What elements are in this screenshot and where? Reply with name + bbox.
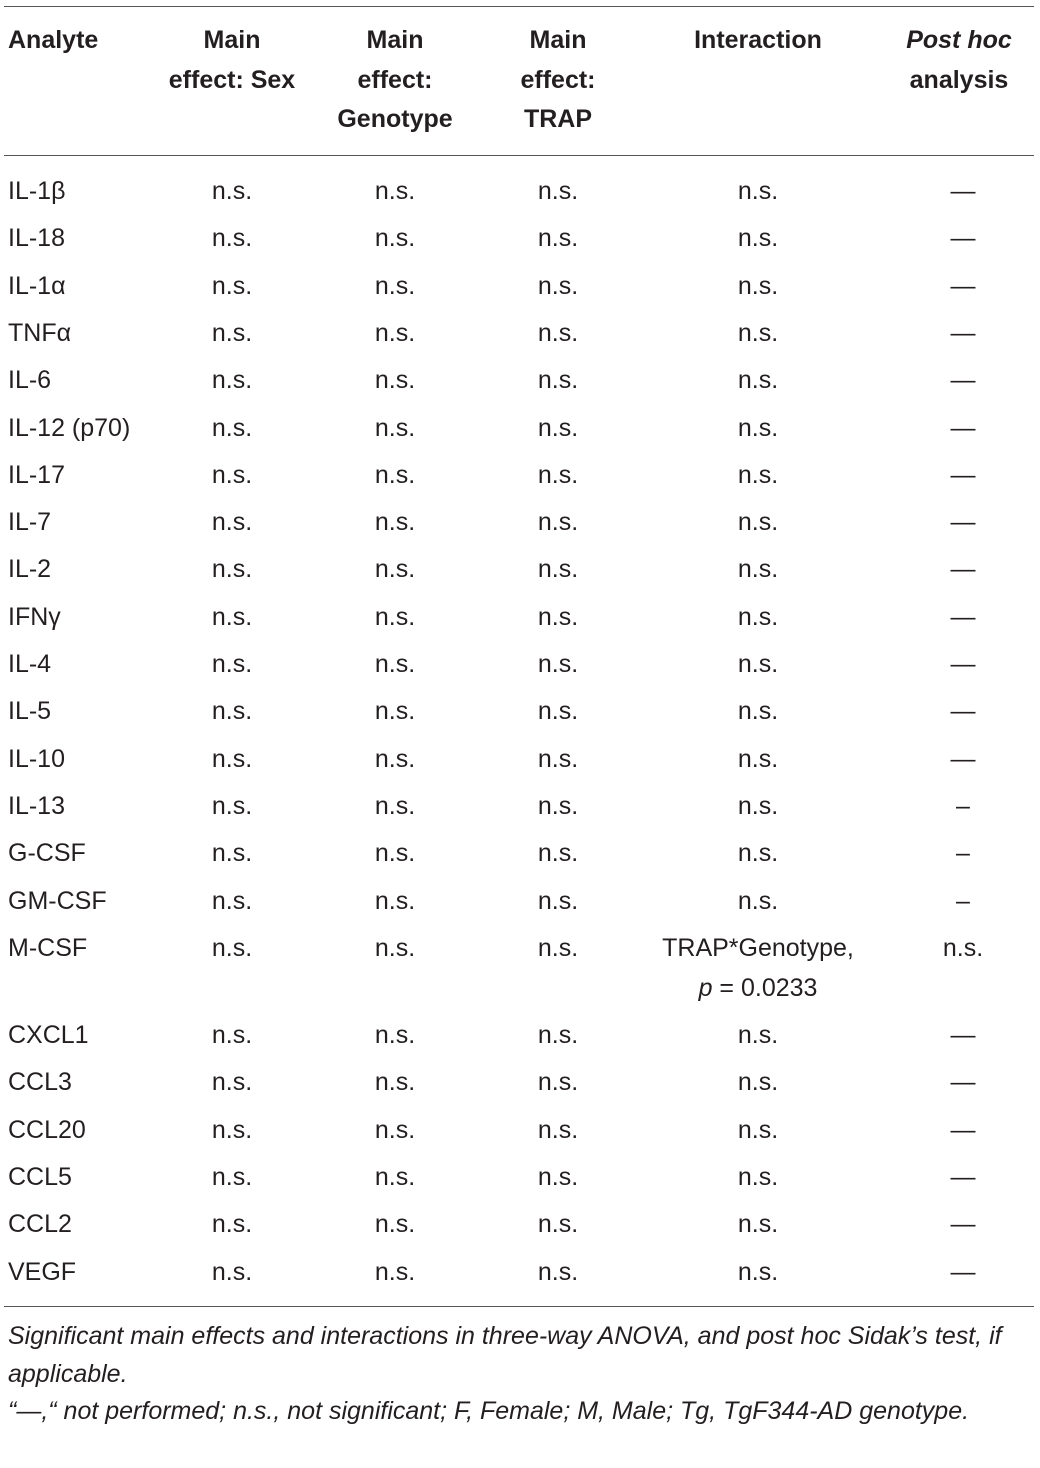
cell-interaction: n.s. — [737, 1068, 779, 1097]
cell-post-hoc: — — [950, 602, 976, 631]
header-line: Genotype — [337, 105, 453, 133]
cell-main-effect-trap: n.s. — [537, 650, 579, 678]
header-analyte — [8, 21, 98, 61]
cell-main-effect-trap: n.s. — [537, 318, 579, 347]
cell-main-effect-genotype: n.s. — [374, 933, 416, 962]
cell-post-hoc: — — [950, 366, 976, 395]
cell-main-effect-trap: n.s. — [537, 1257, 579, 1286]
cell-main-effect-trap: n.s. — [537, 839, 579, 868]
cell-main-effect-sex: n.s. — [211, 1210, 253, 1239]
cell-main-effect-genotype: n.s. — [374, 886, 416, 915]
cell-post-hoc: — — [950, 271, 976, 300]
cell-interaction: n.s. — [737, 555, 779, 584]
cell-analyte: IL-2 — [8, 555, 52, 584]
cell-interaction: n.s. — [737, 508, 779, 537]
cell-interaction: n.s. — [737, 1115, 779, 1144]
cell-interaction: n.s. — [737, 602, 779, 631]
cell-analyte: IL-10 — [8, 744, 65, 773]
cell-main-effect-genotype: n.s. — [374, 1210, 416, 1239]
cell-interaction: n.s. — [737, 1210, 779, 1239]
cell-interaction: n.s. — [737, 1021, 779, 1050]
cell-main-effect-trap: n.s. — [537, 1163, 579, 1191]
cell-interaction: n.s. — [737, 366, 779, 395]
cell-main-effect-trap: n.s. — [537, 697, 579, 726]
cell-post-hoc: — — [950, 318, 976, 347]
cell-analyte: IL-4 — [8, 650, 52, 678]
cell-interaction: n.s. — [737, 791, 779, 820]
header-main-effect-sex — [169, 21, 295, 100]
cell-main-effect-genotype: n.s. — [374, 791, 416, 820]
cell-main-effect-genotype: n.s. — [374, 602, 416, 631]
cell-main-effect-sex: n.s. — [211, 697, 253, 726]
cell-post-hoc: — — [950, 224, 976, 253]
cell-main-effect-trap: n.s. — [537, 413, 579, 442]
header-line: effect: Sex — [168, 65, 296, 94]
header-main-effect-genotype — [337, 21, 452, 140]
header-bottom-rule — [4, 155, 1034, 156]
cell-analyte: IL-5 — [8, 697, 52, 726]
cell-post-hoc: n.s. — [942, 933, 984, 962]
cell-analyte: CCL5 — [8, 1163, 72, 1191]
header-line: Post hoc — [906, 26, 1012, 54]
cell-main-effect-sex: n.s. — [211, 508, 253, 537]
cell-analyte: IL-12 (p70) — [8, 413, 131, 442]
cell-interaction: n.s. — [737, 744, 779, 773]
cell-main-effect-genotype: n.s. — [374, 460, 416, 489]
cell-main-effect-trap: n.s. — [537, 508, 579, 537]
cell-post-hoc: — — [950, 697, 976, 726]
cell-analyte: IFNγ — [8, 602, 61, 631]
cell-main-effect-trap: n.s. — [537, 177, 579, 205]
cell-analyte: CXCL1 — [8, 1021, 89, 1050]
cell-main-effect-genotype: n.s. — [374, 1257, 416, 1286]
header-line: Main — [529, 26, 587, 54]
cell-main-effect-genotype: n.s. — [374, 224, 416, 253]
cell-main-effect-sex: n.s. — [211, 839, 253, 868]
header-analyte-text: Analyte — [8, 26, 99, 54]
table-top-rule — [4, 6, 1034, 7]
cell-main-effect-genotype: n.s. — [374, 1068, 416, 1097]
header-post-hoc — [906, 21, 1012, 100]
cell-post-hoc: — — [950, 460, 976, 489]
cell-analyte: IL-17 — [8, 460, 65, 489]
cell-interaction: n.s. — [737, 224, 779, 253]
cell-analyte: IL-1β — [8, 177, 66, 205]
cell-main-effect-trap: n.s. — [537, 1115, 579, 1144]
p-label: p — [698, 973, 713, 1002]
cell-main-effect-genotype: n.s. — [374, 413, 416, 442]
cell-post-hoc: — — [950, 650, 976, 678]
cell-analyte: G-CSF — [8, 839, 86, 868]
cell-analyte: IL-18 — [8, 224, 65, 253]
cell-main-effect-genotype: n.s. — [374, 744, 416, 773]
header-line: effect: — [357, 65, 433, 94]
cell-main-effect-genotype: n.s. — [374, 1115, 416, 1144]
cell-analyte: CCL20 — [8, 1115, 86, 1144]
cell-main-effect-sex: n.s. — [211, 460, 253, 489]
cell-analyte: IL-13 — [8, 791, 65, 820]
cell-main-effect-trap: n.s. — [537, 602, 579, 631]
cell-analyte: M-CSF — [8, 933, 88, 962]
cell-post-hoc: – — [956, 791, 970, 820]
header-line: Interaction — [694, 26, 822, 54]
cell-post-hoc: — — [950, 1068, 976, 1097]
cell-analyte: IL-6 — [8, 366, 52, 395]
cell-main-effect-trap: n.s. — [537, 744, 579, 773]
cell-main-effect-genotype: n.s. — [374, 366, 416, 395]
cell-analyte: GM-CSF — [8, 886, 107, 915]
cell-main-effect-trap: n.s. — [537, 1210, 579, 1239]
cell-post-hoc: — — [950, 413, 976, 442]
cell-main-effect-sex: n.s. — [211, 555, 253, 584]
cell-interaction: n.s. — [737, 177, 779, 205]
cell-interaction: n.s. — [737, 460, 779, 489]
cell-main-effect-trap: n.s. — [537, 366, 579, 395]
cell-main-effect-sex: n.s. — [211, 177, 253, 205]
cell-post-hoc: — — [950, 177, 976, 205]
cell-post-hoc: — — [950, 1210, 976, 1239]
cell-main-effect-genotype: n.s. — [374, 697, 416, 726]
cell-interaction: n.s. — [737, 650, 779, 678]
footnote-significance: Significant main effects and interactions in three-way ANOVA, and post hoc Sidak’s test, if applicable. — [8, 1322, 1002, 1388]
cell-main-effect-trap: n.s. — [537, 1021, 579, 1050]
footnote-abbreviations: “—,“ not performed; n.s., not significant; F, Female; M, Male; Tg, TgF344-AD genotype. — [8, 1397, 970, 1425]
header-interaction — [694, 21, 822, 61]
cell-main-effect-sex: n.s. — [211, 1115, 253, 1144]
cell-post-hoc: — — [950, 1257, 976, 1286]
cell-post-hoc: — — [950, 555, 976, 584]
cell-interaction: TRAP*Genotype, — [662, 933, 854, 962]
cell-post-hoc: — — [950, 508, 976, 537]
cell-interaction: n.s. — [737, 318, 779, 347]
cell-main-effect-sex: n.s. — [211, 413, 253, 442]
cell-main-effect-trap: n.s. — [537, 933, 579, 962]
cell-analyte: CCL2 — [8, 1210, 72, 1239]
cell-main-effect-sex: n.s. — [211, 1021, 253, 1050]
cell-interaction: n.s. — [737, 839, 779, 868]
header-line: Main — [366, 26, 424, 54]
cell-interaction: n.s. — [737, 697, 779, 726]
cell-main-effect-sex: n.s. — [211, 271, 253, 300]
cell-analyte: TNFα — [8, 318, 72, 347]
cell-main-effect-sex: n.s. — [211, 602, 253, 631]
cell-main-effect-trap: n.s. — [537, 460, 579, 489]
cell-post-hoc: – — [956, 886, 970, 915]
cell-main-effect-trap: n.s. — [537, 1068, 579, 1097]
cell-analyte: CCL3 — [8, 1068, 72, 1097]
header-line: analysis — [909, 65, 1009, 94]
cell-post-hoc: — — [950, 1163, 976, 1191]
cell-analyte: IL-1α — [8, 271, 66, 300]
cell-main-effect-trap: n.s. — [537, 271, 579, 300]
cell-main-effect-genotype: n.s. — [374, 318, 416, 347]
cell-post-hoc: — — [950, 1115, 976, 1144]
cell-interaction: n.s. — [737, 886, 779, 915]
cell-main-effect-genotype: n.s. — [374, 839, 416, 868]
cell-post-hoc: — — [950, 744, 976, 773]
header-main-effect-trap — [520, 21, 595, 140]
cell-interaction: n.s. — [737, 1257, 779, 1286]
cell-main-effect-genotype: n.s. — [374, 177, 416, 205]
cell-post-hoc: — — [950, 1021, 976, 1050]
cell-analyte: VEGF — [8, 1257, 77, 1286]
header-line: TRAP — [523, 105, 593, 133]
cell-main-effect-genotype: n.s. — [374, 555, 416, 584]
cell-main-effect-sex: n.s. — [211, 886, 253, 915]
cell-main-effect-sex: n.s. — [211, 1163, 253, 1191]
cell-main-effect-sex: n.s. — [211, 366, 253, 395]
cell-main-effect-genotype: n.s. — [374, 508, 416, 537]
cell-main-effect-trap: n.s. — [537, 791, 579, 820]
cell-main-effect-trap: n.s. — [537, 224, 579, 253]
cell-main-effect-sex: n.s. — [211, 650, 253, 678]
cell-main-effect-sex: n.s. — [211, 224, 253, 253]
cell-main-effect-sex: n.s. — [211, 791, 253, 820]
header-line: Main — [203, 26, 261, 54]
cell-analyte: IL-7 — [8, 508, 52, 537]
cell-main-effect-sex: n.s. — [211, 933, 253, 962]
cell-interaction: n.s. — [737, 1163, 779, 1191]
cell-main-effect-sex: n.s. — [211, 1068, 253, 1097]
cell-main-effect-trap: n.s. — [537, 886, 579, 915]
table-bottom-rule — [4, 1306, 1034, 1307]
cell-main-effect-genotype: n.s. — [374, 1021, 416, 1050]
cell-main-effect-genotype: n.s. — [374, 1163, 416, 1191]
cell-post-hoc: – — [956, 839, 970, 868]
cell-main-effect-sex: n.s. — [211, 744, 253, 773]
cell-main-effect-sex: n.s. — [211, 1257, 253, 1286]
header-line: effect: — [520, 65, 596, 94]
cell-main-effect-genotype: n.s. — [374, 271, 416, 300]
cell-main-effect-genotype: n.s. — [374, 650, 416, 678]
cell-interaction: n.s. — [737, 271, 779, 300]
cell-interaction-p-value — [699, 968, 818, 1008]
cell-interaction: n.s. — [737, 413, 779, 442]
cell-main-effect-sex: n.s. — [211, 318, 253, 347]
cell-main-effect-trap: n.s. — [537, 555, 579, 584]
p-value: = 0.0233 — [719, 973, 818, 1002]
